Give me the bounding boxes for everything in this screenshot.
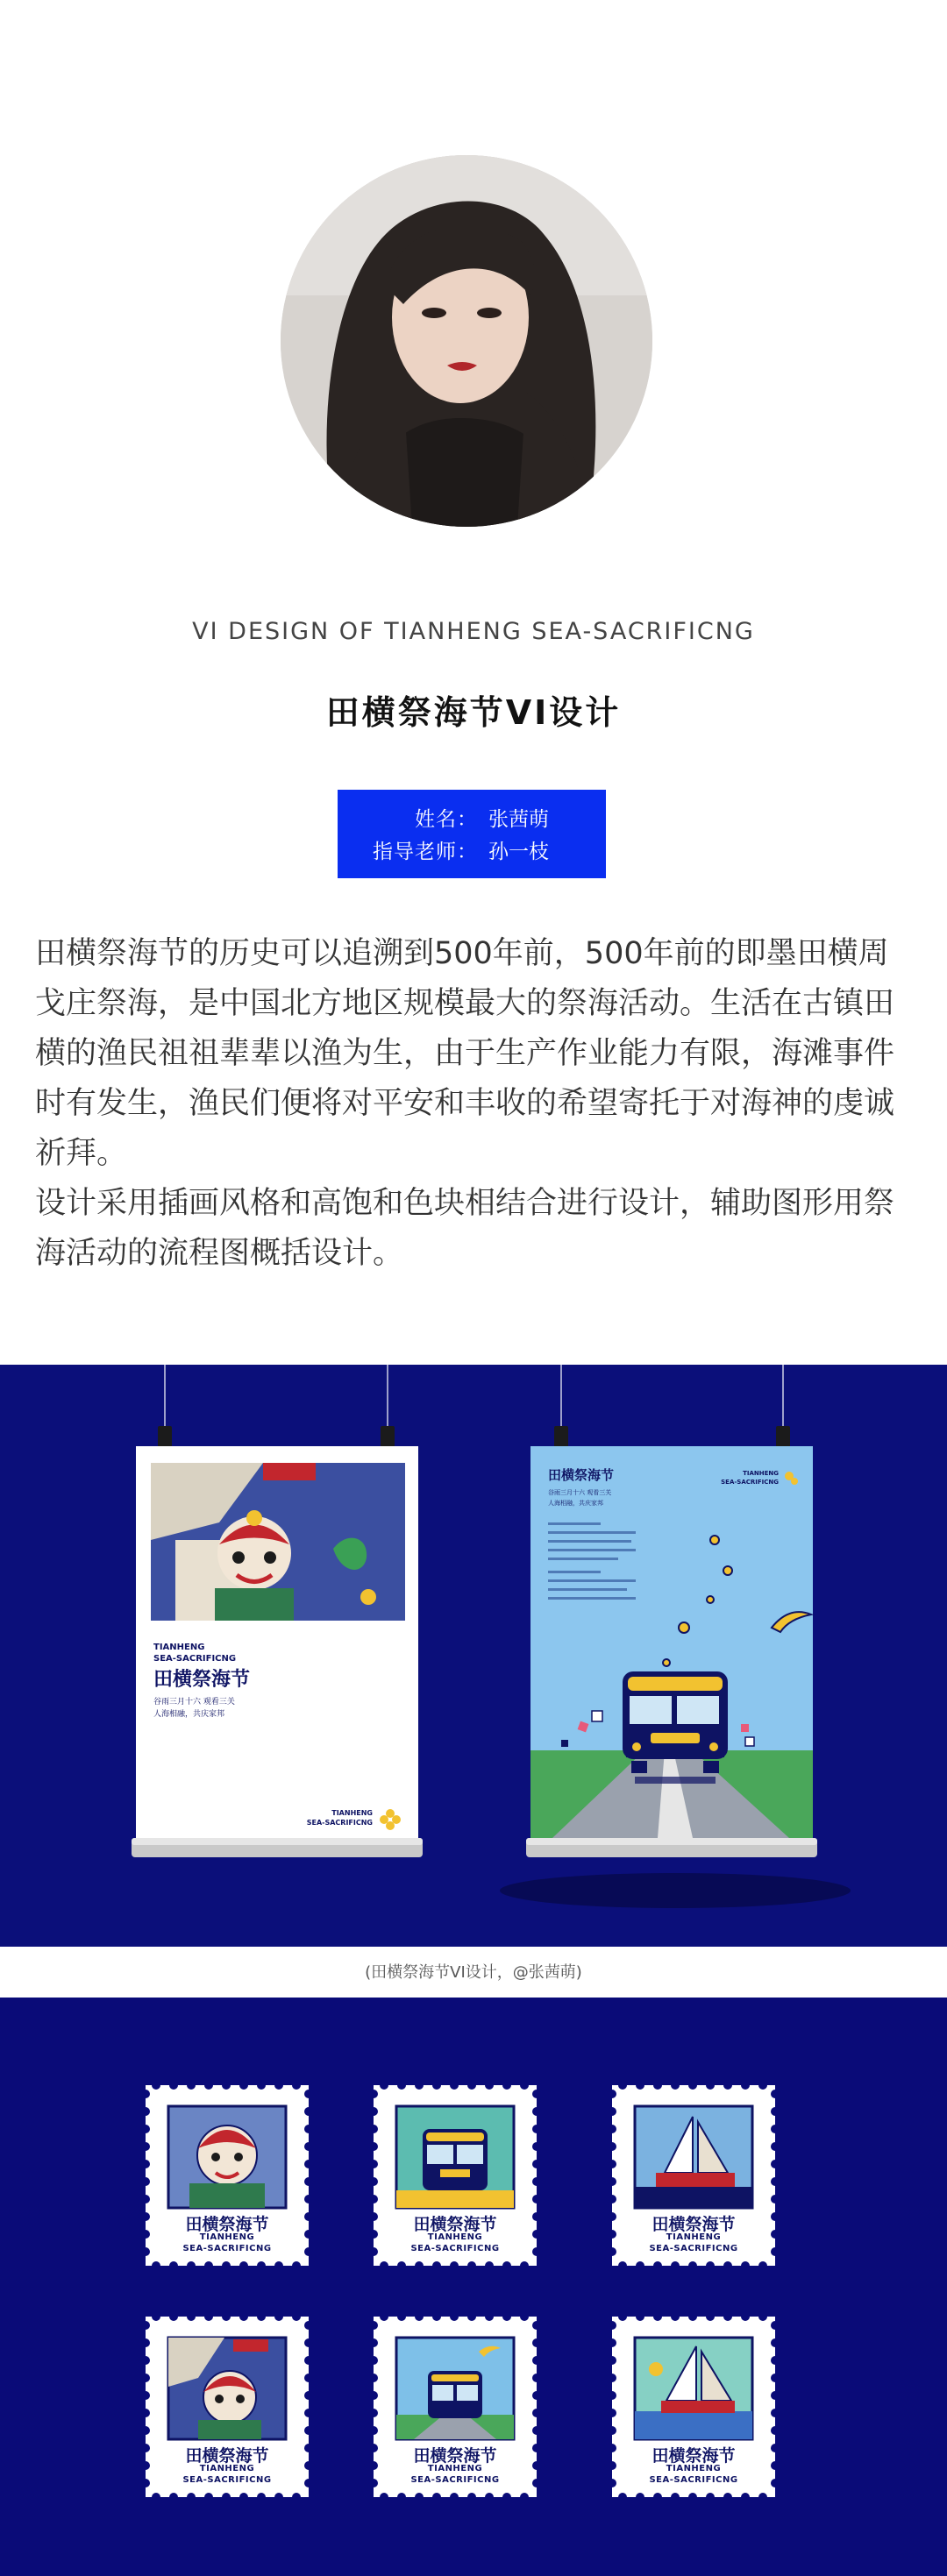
name-label: 姓名： (415, 808, 478, 831)
right-poster-header-en-2: SEA-SACRIFICNG (721, 1479, 779, 1486)
right-poster-line-2: 人海相融，共庆家邦 (548, 1500, 603, 1507)
right-poster-header-en-1: TIANHENG (743, 1470, 779, 1477)
left-poster-footer-en-1: TIANHENG (331, 1809, 373, 1817)
left-poster-line-2: 人海相融，共庆家邦 (153, 1710, 225, 1719)
left-poster-brand-en-1: TIANHENG (153, 1643, 205, 1652)
stamp-bus (374, 2085, 537, 2266)
description (35, 929, 912, 1279)
stamp-collection (0, 1998, 947, 2576)
figure-caption: (田横祭海节VI设计，@张茜萌) (365, 1963, 582, 1982)
stamp-sub-2: SEA-SACRIFICNG (649, 2244, 738, 2253)
author-info-box (338, 790, 606, 878)
stamp-sub-1: TIANHENG (427, 2232, 483, 2242)
stamp-sub-1: TIANHENG (199, 2464, 255, 2473)
stamp-sailboat-alt (612, 2317, 775, 2497)
stamp-title: 田横祭海节 (413, 2446, 497, 2466)
left-poster-footer-en-2: SEA-SACRIFICNG (306, 1819, 373, 1827)
right-poster-line-1: 谷雨三月十六 观看三关 (548, 1489, 612, 1496)
avatar (281, 155, 652, 527)
stamp-sailboat (612, 2085, 775, 2266)
stamp-sub-1: TIANHENG (666, 2464, 722, 2473)
stamp-lion-dance-alt (146, 2317, 309, 2497)
english-title: VI DESIGN OF TIANHENG SEA-SACRIFICNG (192, 618, 755, 645)
advisor-value: 孙一枝 (488, 841, 549, 863)
chinese-title: 田横祭海节VI设计 (325, 693, 622, 732)
stamp-sub-1: TIANHENG (427, 2464, 483, 2473)
stamp-sub-2: SEA-SACRIFICNG (182, 2244, 272, 2253)
stamp-lion-dance (146, 2085, 309, 2266)
left-poster-brand-en-2: SEA-SACRIFICNG (153, 1654, 237, 1664)
stamp-title: 田横祭海节 (652, 2446, 736, 2466)
stamp-sub-2: SEA-SACRIFICNG (182, 2475, 272, 2485)
stamp-title: 田横祭海节 (652, 2215, 736, 2234)
stamp-sub-1: TIANHENG (666, 2232, 722, 2242)
description-paragraph-2: 设计采用插画风格和高饱和色块相结合进行设计，辅助图形用祭海活动的流程图概括设计。 (35, 1186, 895, 1271)
poster-illustration (0, 1365, 947, 1947)
right-poster-brand-cn: 田横祭海节 (548, 1467, 615, 1483)
left-poster-brand-cn: 田横祭海节 (153, 1669, 251, 1691)
stamp-bus-road (374, 2317, 537, 2497)
stamp-title: 田横祭海节 (185, 2215, 269, 2234)
poster-showcase (0, 1365, 947, 1947)
stamp-sub-2: SEA-SACRIFICNG (649, 2475, 738, 2485)
name-value: 张茜萌 (488, 808, 549, 831)
name-row (338, 801, 606, 834)
description-paragraph-1: 田横祭海节的历史可以追溯到500年前，500年前的即墨田横周戈庄祭海，是中国北方地区规模最大的祭海活动。生活在古镇田横的渔民祖祖辈辈以渔为生，由于生产作业能力有限，海滩事件时有发生，渔民们便将对平安和丰收的希望寄托于对海神的虔诚祈拜。 (35, 936, 895, 1171)
stamp-sub-2: SEA-SACRIFICNG (410, 2475, 500, 2485)
stamp-title: 田横祭海节 (185, 2446, 269, 2466)
left-poster-line-1: 谷雨三月十六 观看三关 (153, 1698, 235, 1707)
stamp-sub-1: TIANHENG (199, 2232, 255, 2242)
stamp-sub-2: SEA-SACRIFICNG (410, 2244, 500, 2253)
advisor-label: 指导老师： (373, 841, 478, 863)
stamp-title: 田横祭海节 (413, 2215, 497, 2234)
advisor-row (338, 834, 606, 866)
